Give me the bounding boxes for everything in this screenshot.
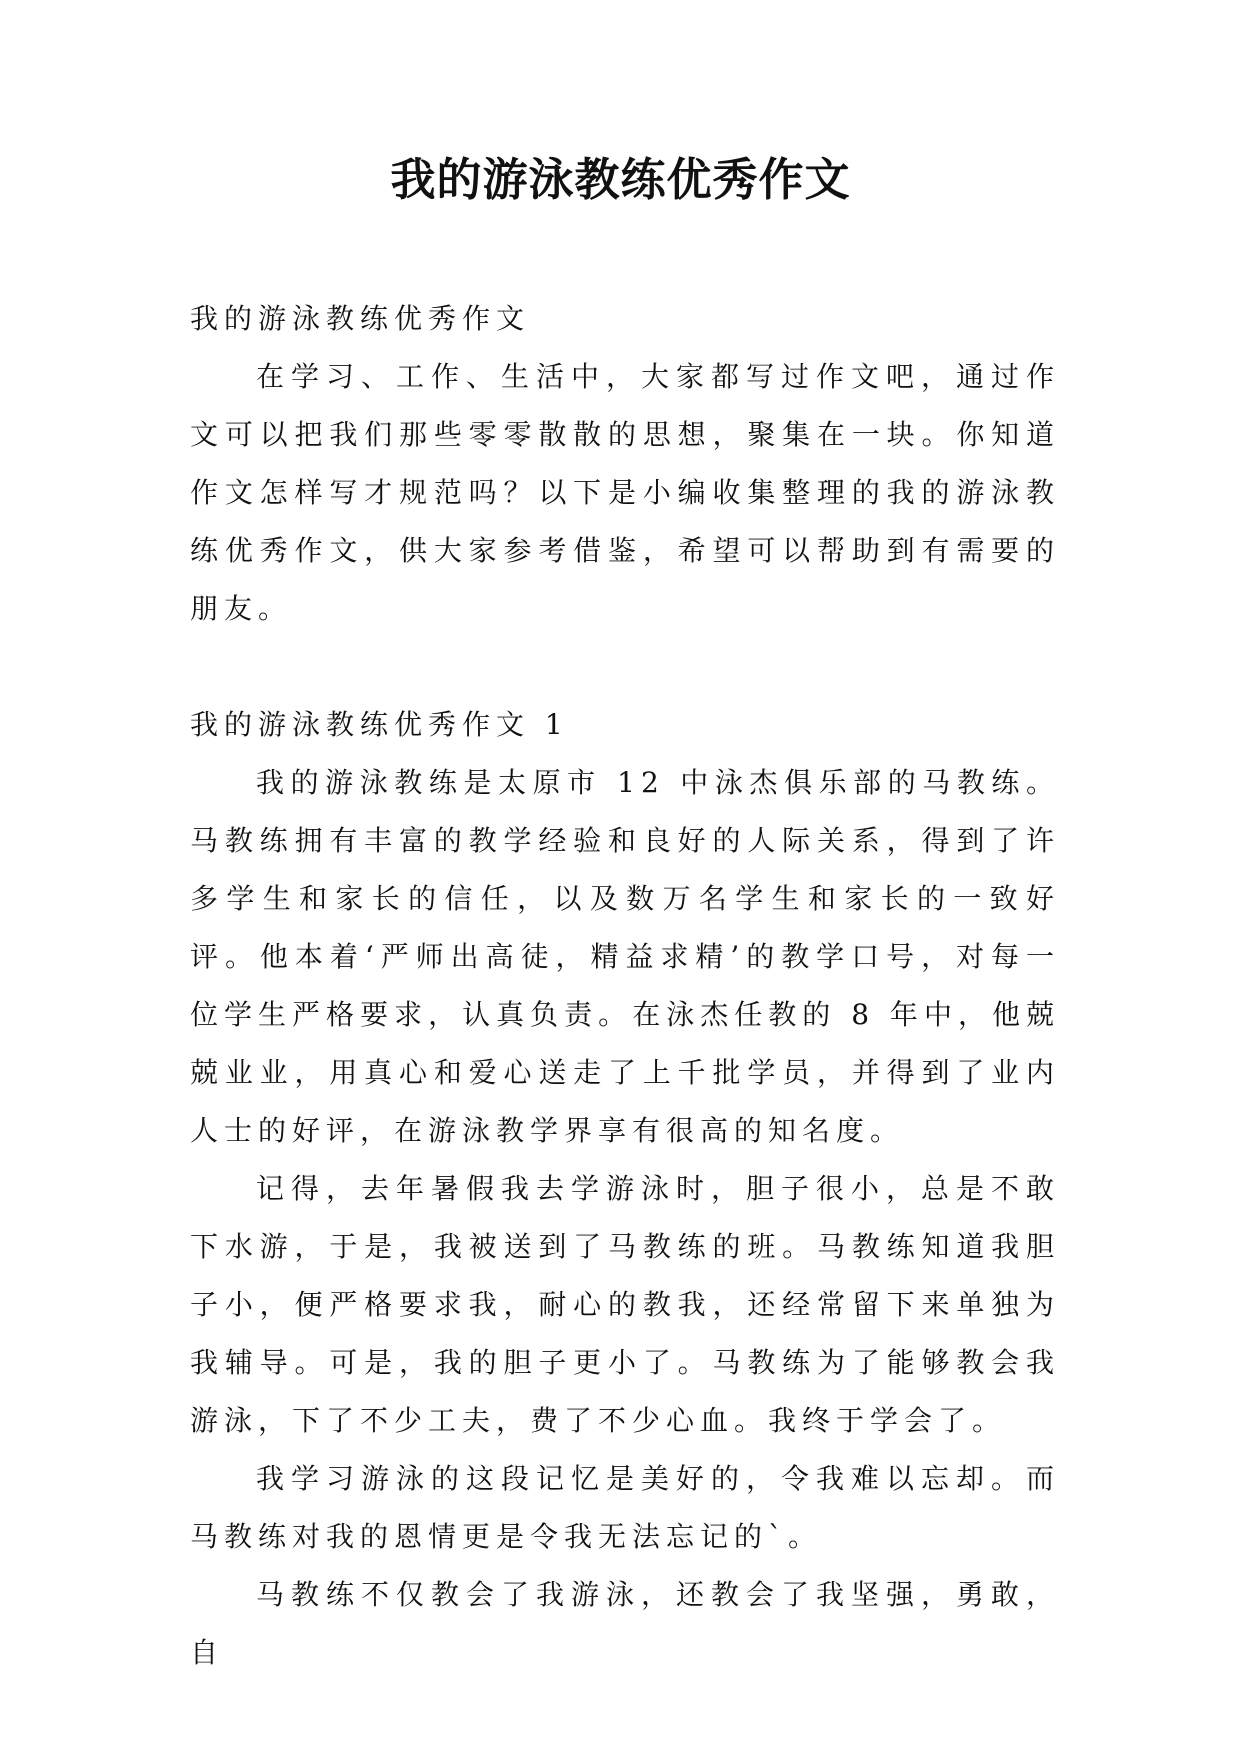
section-1-paragraph-2: 记得，去年暑假我去学游泳时，胆子很小，总是不敢下水游，于是，我被送到了马教练的班。马教练知道我胆子小，便严格要求我，耐心的教我，还经常留下来单独为我辅导。可是，我的胆子更小了。马教练为了能够教会我游泳，下了不少工夫，费了不少心血。我终于学会了。 (190, 1172, 1060, 1437)
section-spacer (190, 638, 1060, 696)
document-title: 我的游泳教练优秀作文 (390, 153, 851, 206)
section-1-paragraph-3: 我学习游泳的这段记忆是美好的，令我难以忘却。而马教练对我的恩情更是令我无法忘记的`。 (190, 1462, 1060, 1553)
section-1-heading: 我的游泳教练优秀作文 1 (190, 708, 569, 741)
document-body (190, 290, 1060, 1682)
intro-heading: 我的游泳教练优秀作文 (190, 302, 531, 335)
section-1-paragraph-4: 马教练不仅教会了我游泳，还教会了我坚强，勇敢，自 (190, 1578, 1060, 1669)
section-1-paragraph-1: 我的游泳教练是太原市 12 中泳杰俱乐部的马教练。马教练拥有丰富的教学经验和良好的人际关系，得到了许多学生和家长的信任，以及数万名学生和家长的一致好评。他本着‘严师出高徒，精益求精’的教学口号，对每一位学生严格要求，认真负责。在泳杰任教的 8 年中，他兢兢业业，用真心和爱心送走了上千批学员，并得到了业内人士的好评，在游泳教学界享有很高的知名度。 (190, 766, 1060, 1147)
intro-paragraph: 在学习、工作、生活中，大家都写过作文吧，通过作文可以把我们那些零零散散的思想，聚集在一块。你知道作文怎样写才规范吗？以下是小编收集整理的我的游泳教练优秀作文，供大家参考借鉴，希望可以帮助到有需要的朋友。 (190, 360, 1060, 625)
